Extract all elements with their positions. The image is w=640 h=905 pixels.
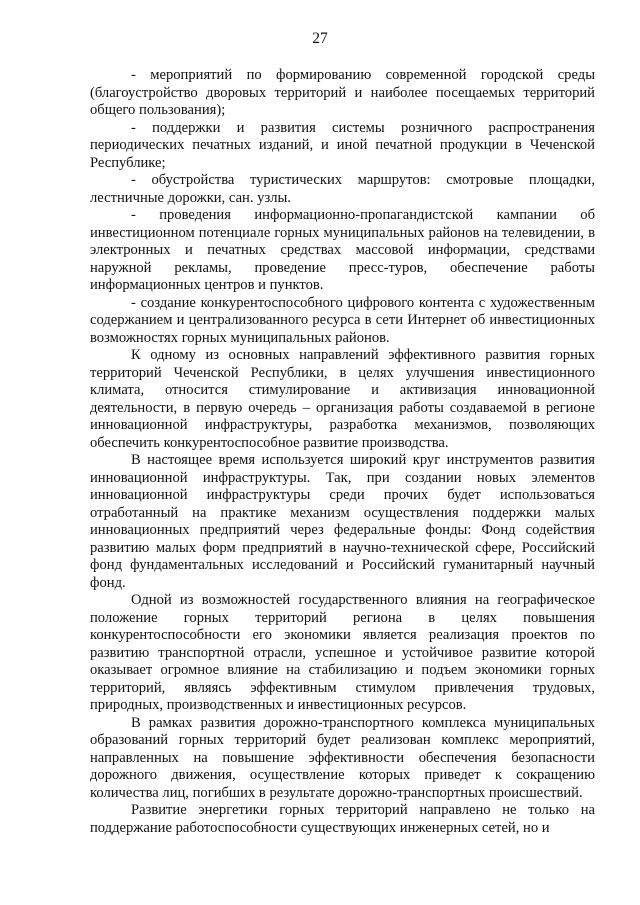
bullet-information-campaign: - проведения информационно-пропагандистской кампании об инвестиционном потенциале горных муниципальных районов на телевидении, в электронных и печатных средствах массовой информации, средствами наружной рекламы, проведение пресс-туров, обеспечение работы информационных центров и пунктов. xyxy=(90,207,595,293)
paragraph-road-safety: В рамках развития дорожно-транспортного комплекса муниципальных образований горных территорий будет реализован комплекс мероприятий, направленных на повышение эффективности обеспечения безопасности дорожного движения, осуществление которых приведет к сокращению количества лиц, погибших в результате дорожно-транспортных происшествий. xyxy=(90,714,595,801)
bullet-print-distribution: - поддержки и развития системы розничного распространения периодических печатных изданий, и иной печатной продукции в Чеченской Республике; xyxy=(90,119,595,171)
page-number: 27 xyxy=(312,30,328,47)
paragraph-energy-development: Развитие энергетики горных территорий направлено не только на поддержание работоспособности существующих инженерных сетей, но и xyxy=(90,802,595,836)
paragraph-transport-development: Одной из возможностей государственного влияния на географическое положение горных территорий региона в целях повышения конкурентоспособности его экономики является реализация проектов по развитию транспортной отрасли, успешное и устойчивое развитие которой оказывает огромное влияние на стабилизацию и подъем экономики горных территорий, являясь эффективным стимулом привлечения трудовых, природных, производственных и инвестиционных ресурсов. xyxy=(90,592,595,713)
paragraph-innovation-infrastructure: В настоящее время используется широкий круг инструментов развития инновационной инфраструктуры. Так, при создании новых элементов инновационной инфраструктуры среди прочих будет использоваться отработанный на практике механизм осуществления поддержки малых инновационных предприятий через федеральные фонды: Фонд содействия развитию малых форм предприятий в научно-технической сфере, Российский фонд фундаментальных исследований и Российский гуманитарный научный фонд. xyxy=(90,452,595,591)
bullet-tourist-routes: - обустройства туристических маршрутов: смотровые площадки, лестничные дорожки, сан. узлы. xyxy=(90,172,595,206)
paragraph-innovation-activity: К одному из основных направлений эффективного развития горных территорий Чеченской Республики, в целях улучшения инвестиционного климата, относится стимулирование и активизация инновационной деятельности, в первую очередь – организация работы создаваемой в регионе инновационной инфраструктуры, разработка механизмов, позволяющих обеспечить конкурентоспособное развитие производства. xyxy=(90,347,595,451)
body-text xyxy=(90,67,595,837)
bullet-urban-environment: - мероприятий по формированию современной городской среды (благоустройство дворовых территорий и наиболее посещаемых территорий общего пользования); xyxy=(90,67,595,118)
bullet-digital-content: - создание конкурентоспособного цифрового контента с художественным содержанием и централизованного ресурса в сети Интернет об инвестиционных возможностях горных муниципальных районов. xyxy=(90,294,595,346)
